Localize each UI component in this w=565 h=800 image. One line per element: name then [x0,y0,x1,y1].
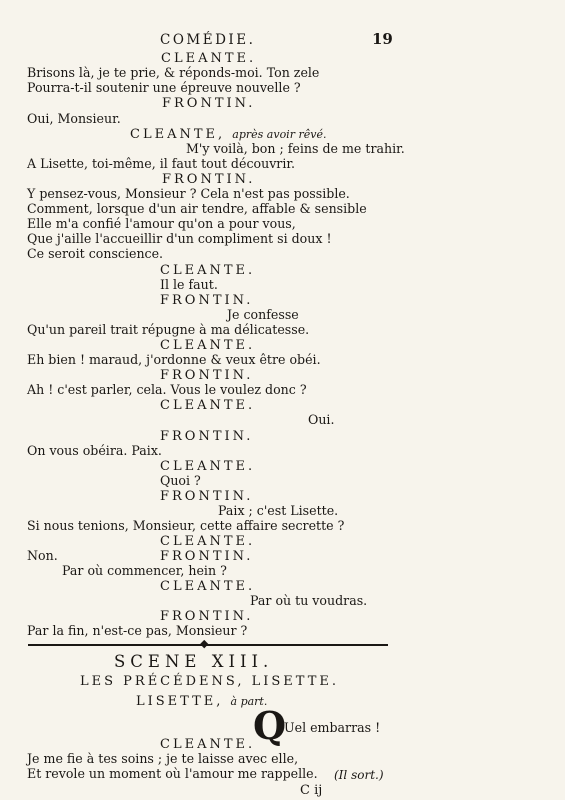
verse-line: Comment, lorsque d'un air tendre, affable & sensible [27,201,367,216]
verse-line: On vous obéira. Paix. [27,443,162,458]
speaker-name-text: LISETTE, [136,694,224,709]
rule-ornament-icon: ◆ [200,637,209,650]
speaker-name: CLEANTE. [160,737,256,752]
speaker-name: CLEANTE. [160,398,256,413]
speaker-name: FRONTIN. [160,549,254,564]
speaker-name [136,695,267,708]
speaker-name: CLEANTE. [160,459,256,474]
speaker-name: FRONTIN. [160,368,254,383]
stage-direction: (Il sort.) [334,768,384,782]
speaker-name: CLEANTE. [160,338,256,353]
speaker-name: FRONTIN. [160,489,254,504]
speaker-name: CLEANTE. [160,263,256,278]
verse-line: Non. [27,548,58,563]
verse-line: Quoi ? [160,473,201,488]
verse-line: M'y voilà, bon ; feins de me trahir. [186,141,405,156]
verse-line: Si nous tenions, Monsieur, cette affaire secrette ? [27,518,345,533]
scene-heading: SCENE XIII. [114,652,274,671]
scene-characters: LES PRÉCÉDENS, LISETTE. [80,674,339,689]
drop-cap: Q [253,703,287,748]
speaker-name: FRONTIN. [160,293,254,308]
verse-line: Et revole un moment où l'amour me rappelle. [27,766,318,781]
verse-line: Oui. [308,412,335,427]
verse-line: Je me fie à tes soins ; je te laisse avec elle, [27,751,299,766]
verse-line: Paix ; c'est Lisette. [218,503,339,518]
speaker-name: FRONTIN. [160,429,254,444]
verse-line: Je confesse [227,307,299,322]
stage-direction: après avoir rêvé. [232,128,327,141]
verse-line: Ah ! c'est parler, cela. Vous le voulez donc ? [27,382,307,397]
verse-line: Ce seroit conscience. [27,246,164,261]
running-title: COMÉDIE. [160,32,256,48]
speaker-name: FRONTIN. [162,96,256,111]
verse-line: Elle m'a confié l'amour qu'on a pour vous, [27,216,296,231]
speaker-name: CLEANTE. [160,534,256,549]
verse-line: Pourra-t-il soutenir une épreuve nouvelle ? [27,80,301,95]
verse-line: A Lisette, toi-même, il faut tout découvrir. [27,156,295,171]
verse-line: Qu'un pareil trait répugne à ma délicatesse. [27,322,310,337]
speaker-name: FRONTIN. [160,609,254,624]
verse-line: Il le faut. [160,277,218,292]
speaker-name [130,128,326,141]
verse-line: Y pensez-vous, Monsieur ? Cela n'est pas possible. [27,186,350,201]
speaker-name: FRONTIN. [162,172,256,187]
stage-direction: à part. [230,695,268,708]
signature-mark: C ij [300,783,323,798]
verse-line: Brisons là, je te prie, & réponds-moi. Ton zele [27,65,320,80]
verse-line: Par la fin, n'est-ce pas, Monsieur ? [27,623,248,638]
speaker-name-text: CLEANTE, [130,127,226,142]
verse-line: Que j'aille l'accueillir d'un compliment si doux ! [27,231,332,246]
page-number: 19 [372,30,393,48]
verse-line: Oui, Monsieur. [27,111,121,126]
speaker-name: CLEANTE. [160,579,256,594]
verse-line: Par où commencer, hein ? [62,563,227,578]
verse-line: Uel embarras ! [284,720,381,735]
speaker-name: CLEANTE. [161,51,257,66]
verse-line: Par où tu voudras. [250,593,368,608]
verse-line: Eh bien ! maraud, j'ordonne & veux être obéi. [27,352,321,367]
